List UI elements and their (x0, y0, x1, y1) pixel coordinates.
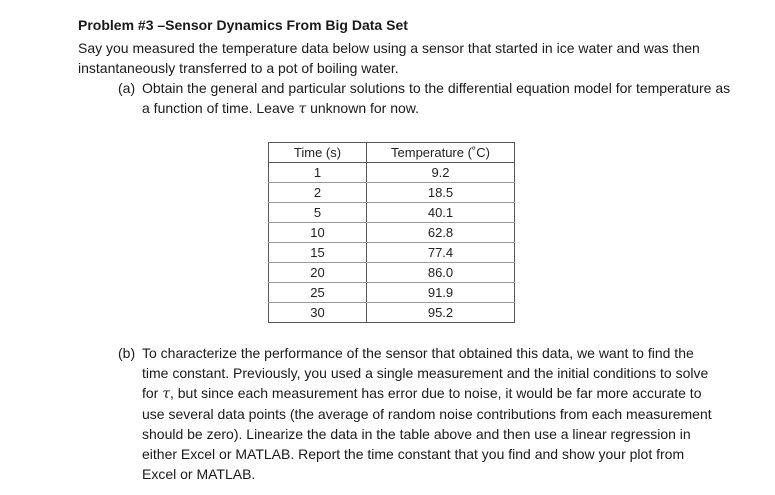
part-b-text (142, 343, 722, 484)
table-header-row (269, 143, 515, 163)
time-cell: 1 (269, 163, 367, 183)
part-a-text (142, 78, 732, 119)
table-row (269, 243, 515, 263)
time-cell: 30 (269, 303, 367, 323)
temperature-cell: 91.9 (367, 283, 515, 303)
temperature-cell: 18.5 (367, 183, 515, 203)
part-b-text-end: , but since each measurement has error due to noise, it would be far more accurate to use several data points (the average of random noise contributions from each measurement should be zero). Linearize the data in the table above and then use a linear regression in either Excel or MATLAB. Report the time constant that you find and show your plot from Excel or MATLAB. (142, 385, 712, 482)
temperature-data-table (268, 142, 515, 323)
table-row (269, 203, 515, 223)
problem-title: Problem #3 –Sensor Dynamics From Big Data Set (78, 17, 408, 33)
table-row (269, 183, 515, 203)
time-cell: 20 (269, 263, 367, 283)
time-column-header: Time (s) (269, 143, 367, 163)
part-a-label: (a) (118, 80, 136, 96)
time-cell: 2 (269, 183, 367, 203)
part-a-text-start: Obtain the general and particular solutions to the differential equation model for temperature as a function of time. Leave (142, 80, 731, 116)
temperature-cell: 95.2 (367, 303, 515, 323)
part-a-text-end: unknown for now. (306, 100, 420, 116)
temperature-cell: 86.0 (367, 263, 515, 283)
temperature-cell: 62.8 (367, 223, 515, 243)
temperature-column-header: Temperature (˚C) (367, 143, 515, 163)
problem-intro: Say you measured the temperature data below using a sensor that started in ice water and was then instantaneously transferred to a pot of boiling water. (78, 40, 700, 76)
tau-symbol: τ (162, 386, 170, 402)
time-cell: 10 (269, 223, 367, 243)
temperature-cell: 9.2 (367, 163, 515, 183)
table-row (269, 163, 515, 183)
table-row (269, 263, 515, 283)
time-cell: 5 (269, 203, 367, 223)
part-b-label: (b) (118, 345, 136, 361)
table-row (269, 303, 515, 323)
table-row (269, 223, 515, 243)
time-cell: 25 (269, 283, 367, 303)
part-b-text-start: To characterize the performance of the sensor that obtained this data, we want to find the time constant. Previously, you used a single measurement and the initial conditions to solve for (142, 345, 709, 401)
tau-symbol: τ (298, 101, 307, 117)
time-cell: 15 (269, 243, 367, 263)
table-row (269, 283, 515, 303)
temperature-cell: 77.4 (367, 243, 515, 263)
temperature-cell: 40.1 (367, 203, 515, 223)
